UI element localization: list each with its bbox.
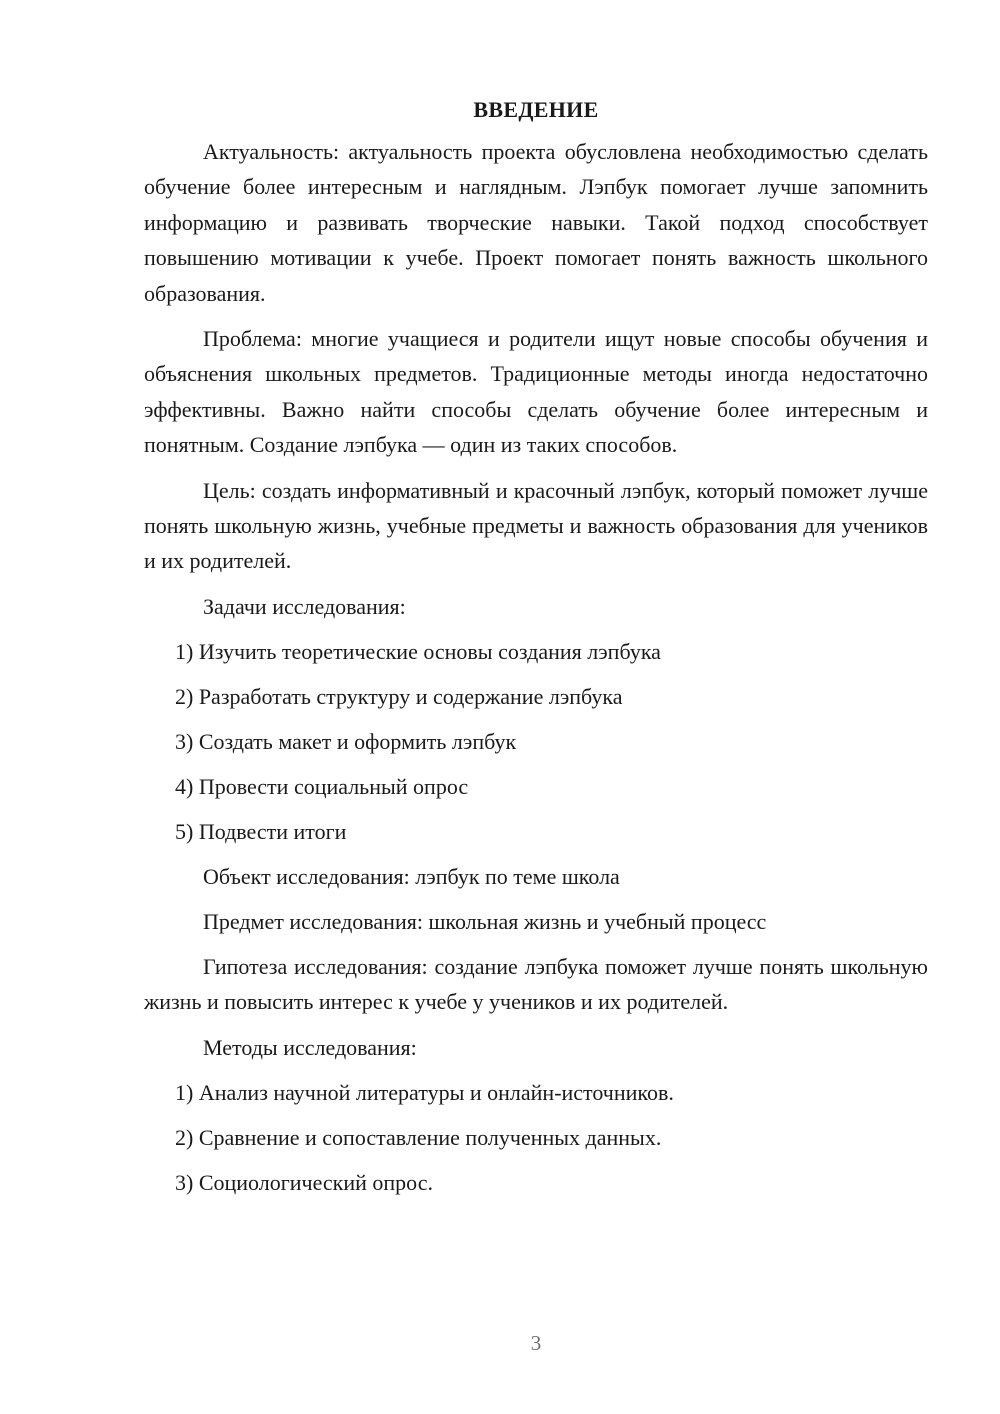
subject-line: Предмет исследования: школьная жизнь и учебный процесс xyxy=(203,908,767,934)
goal-paragraph: Цель: создать информативный и красочный лэпбук, который поможет лучше понять школьную жизнь, учебные предметы и важность образования для учеников и их родителей. xyxy=(144,477,928,574)
section-heading: ВВЕДЕНИЕ xyxy=(473,97,599,122)
method-item: 2) Сравнение и сопоставление полученных данных. xyxy=(175,1124,662,1150)
task-item: 4) Провести социальный опрос xyxy=(175,773,469,799)
method-item: 1) Анализ научной литературы и онлайн-источников. xyxy=(175,1079,674,1105)
object-line: Объект исследования: лэпбук по теме школа xyxy=(203,863,620,889)
task-item: 5) Подвести итоги xyxy=(175,818,347,844)
page-number: 3 xyxy=(530,1331,542,1355)
task-item: 3) Создать макет и оформить лэпбук xyxy=(175,728,517,754)
relevance-paragraph: Актуальность: актуальность проекта обусловлена необходимостью сделать обучение более интересным и наглядным. Лэпбук помогает лучше запомнить информацию и развивать творческие навыки. Такой подход способствует повышению мотивации к учебе. Проект помогает понять важность школьного образования. xyxy=(144,139,928,306)
method-item: 3) Социологический опрос. xyxy=(175,1169,433,1195)
task-item: 1) Изучить теоретические основы создания лэпбука xyxy=(175,638,661,664)
tasks-title: Задачи исследования: xyxy=(203,593,406,619)
problem-paragraph: Проблема: многие учащиеся и родители ищут новые способы обучения и объяснения школьных предметов. Традиционные методы иногда недостаточно эффективны. Важно найти способы сделать обучение более интересным и понятным. Создание лэпбука — один из таких способов. xyxy=(144,326,928,458)
methods-title: Методы исследования: xyxy=(203,1034,417,1060)
document-page xyxy=(144,92,928,1200)
hypothesis-paragraph: Гипотеза исследования: создание лэпбука поможет лучше понять школьную жизнь и повысить интерес к учебе у учеников и их родителей. xyxy=(144,953,928,1015)
task-item: 2) Разработать структуру и содержание лэпбука xyxy=(175,683,623,709)
